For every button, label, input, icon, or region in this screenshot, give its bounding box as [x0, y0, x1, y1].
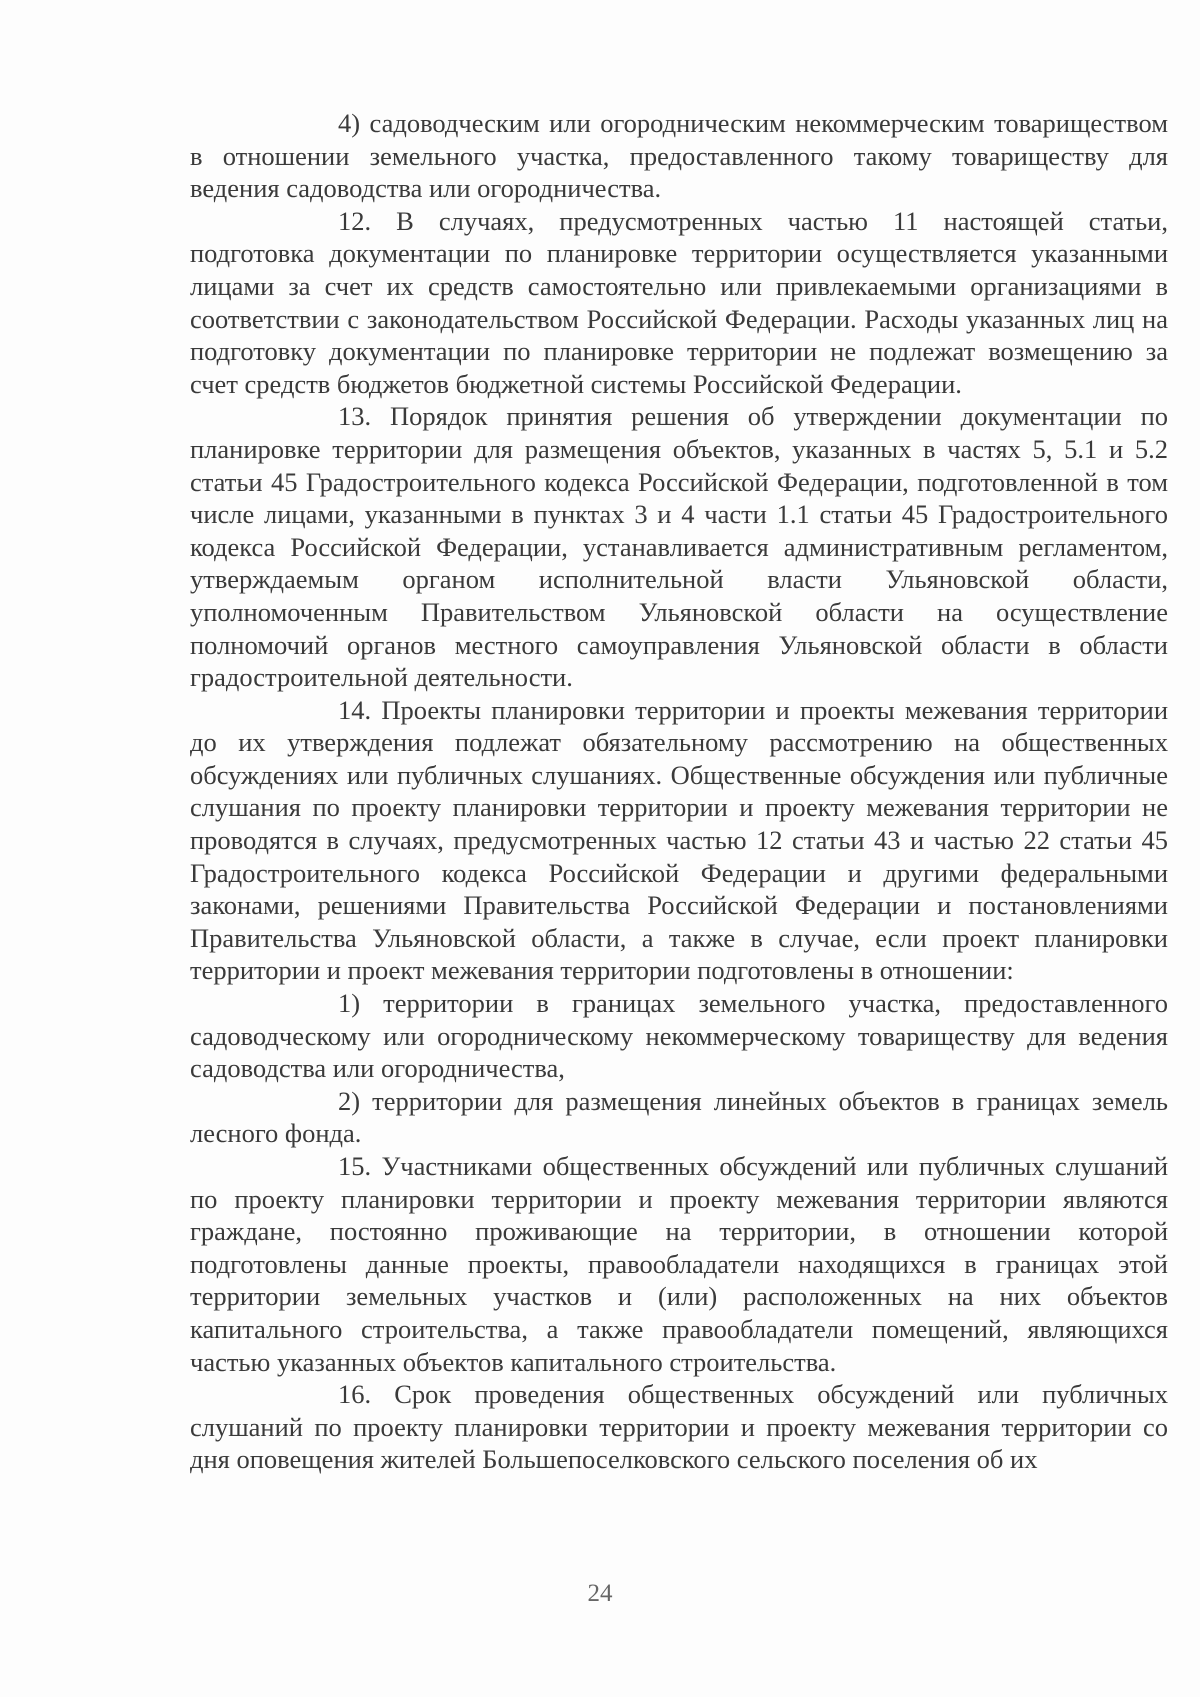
- paragraph-14: [190, 694, 1168, 987]
- paragraph-16: [190, 1378, 1168, 1476]
- paragraph-item-2: [190, 1085, 1168, 1150]
- paragraph-item-4: [190, 107, 1168, 205]
- paragraph-number: 13.: [338, 401, 372, 432]
- paragraph-item-1: [190, 987, 1168, 1085]
- paragraph-number: 4): [338, 108, 361, 138]
- paragraph-text: Участниками общественных обсуждений или публичных слушаний по проекту планировки территории и проекту межевания территории являются граждане, постоянно проживающие на территории, в отношении которой подготовлены данные проекты, правообладатели находящихся в границах этой территории земельных участков и (или) расположенных на них объектов капитального строительства, а также правообладатели помещений, являющихся частью указанных объектов капитального строительства.: [190, 1151, 1168, 1377]
- paragraph-number: 1): [338, 988, 361, 1019]
- page-number: 24: [587, 1580, 613, 1607]
- paragraph-text: садоводческим или огородническим некоммерческим товариществом в отношении земельного участка, предоставленного такому товариществу для ведения садоводства или огородничества.: [190, 108, 1168, 204]
- paragraph-text: территории для размещения линейных объектов в границах земель лесного фонда.: [190, 1085, 1169, 1149]
- paragraph-number: 16.: [338, 1379, 372, 1410]
- paragraph-text: В случаях, предусмотренных частью 11 настоящей статьи, подготовка документации по планировке территории осуществляется указанными лицами за счет их средств самостоятельно или привлекаемыми организациями в соответствии с законодательством Российской Федерации. Расходы указанных лиц на подготовку документации по планировке территории не подлежат возмещению за счет средств бюджетов бюджетной системы Российской Федерации.: [190, 205, 1168, 399]
- paragraph-number: 14.: [338, 694, 372, 725]
- paragraph-number: 2): [338, 1085, 361, 1116]
- paragraph-text: Порядок принятия решения об утверждении документации по планировке территории для размещения объектов, указанных в частях 5, 5.1 и 5.2 статьи 45 Градостроительного кодекса Российской Федерации, подготовленной в том числе лицами, указанными в пунктах 3 и 4 части 1.1 статьи 45 Градостроительного кодекса Российской Федерации, устанавливается административным регламентом, утверждаемым органом исполнительной власти Ульяновской области, уполномоченным Правительством Ульяновской области на осуществление полномочий органов местного самоуправления Ульяновской области в области градостроительной деятельности.: [190, 401, 1169, 693]
- paragraph-text: Проекты планировки территории и проекты межевания территории до их утверждения подлежат обязательному рассмотрению на общественных обсуждениях или публичных слушаниях. Общественные обсуждения или публичные слушания по проекту планировки территории и проекту межевания территории не проводятся в случаях, предусмотренных частью 12 статьи 43 и частью 22 статьи 45 Градостроительного кодекса Российской Федерации и другими федеральными законами, решениями Правительства Российской Федерации и постановлениями Правительства Ульяновской области, а также в случае, если проект планировки территории и проект межевания территории подготовлены в отношении:: [190, 694, 1169, 986]
- paragraph-text: территории в границах земельного участка, предоставленного садоводческому или огородническому некоммерческому товариществу для ведения садоводства или огородничества,: [190, 988, 1168, 1084]
- paragraph-13: [190, 400, 1168, 693]
- paragraph-12: [190, 205, 1168, 401]
- paragraph-text: Срок проведения общественных обсуждений или публичных слушаний по проекту планировки территории и проекту межевания территории со дня оповещения жителей Большепоселковского сельского поселения об их: [190, 1379, 1168, 1475]
- paragraph-number: 12.: [338, 205, 372, 236]
- document-body: [190, 107, 1168, 1476]
- paragraph-15: [190, 1150, 1168, 1378]
- paragraph-number: 15.: [338, 1151, 372, 1181]
